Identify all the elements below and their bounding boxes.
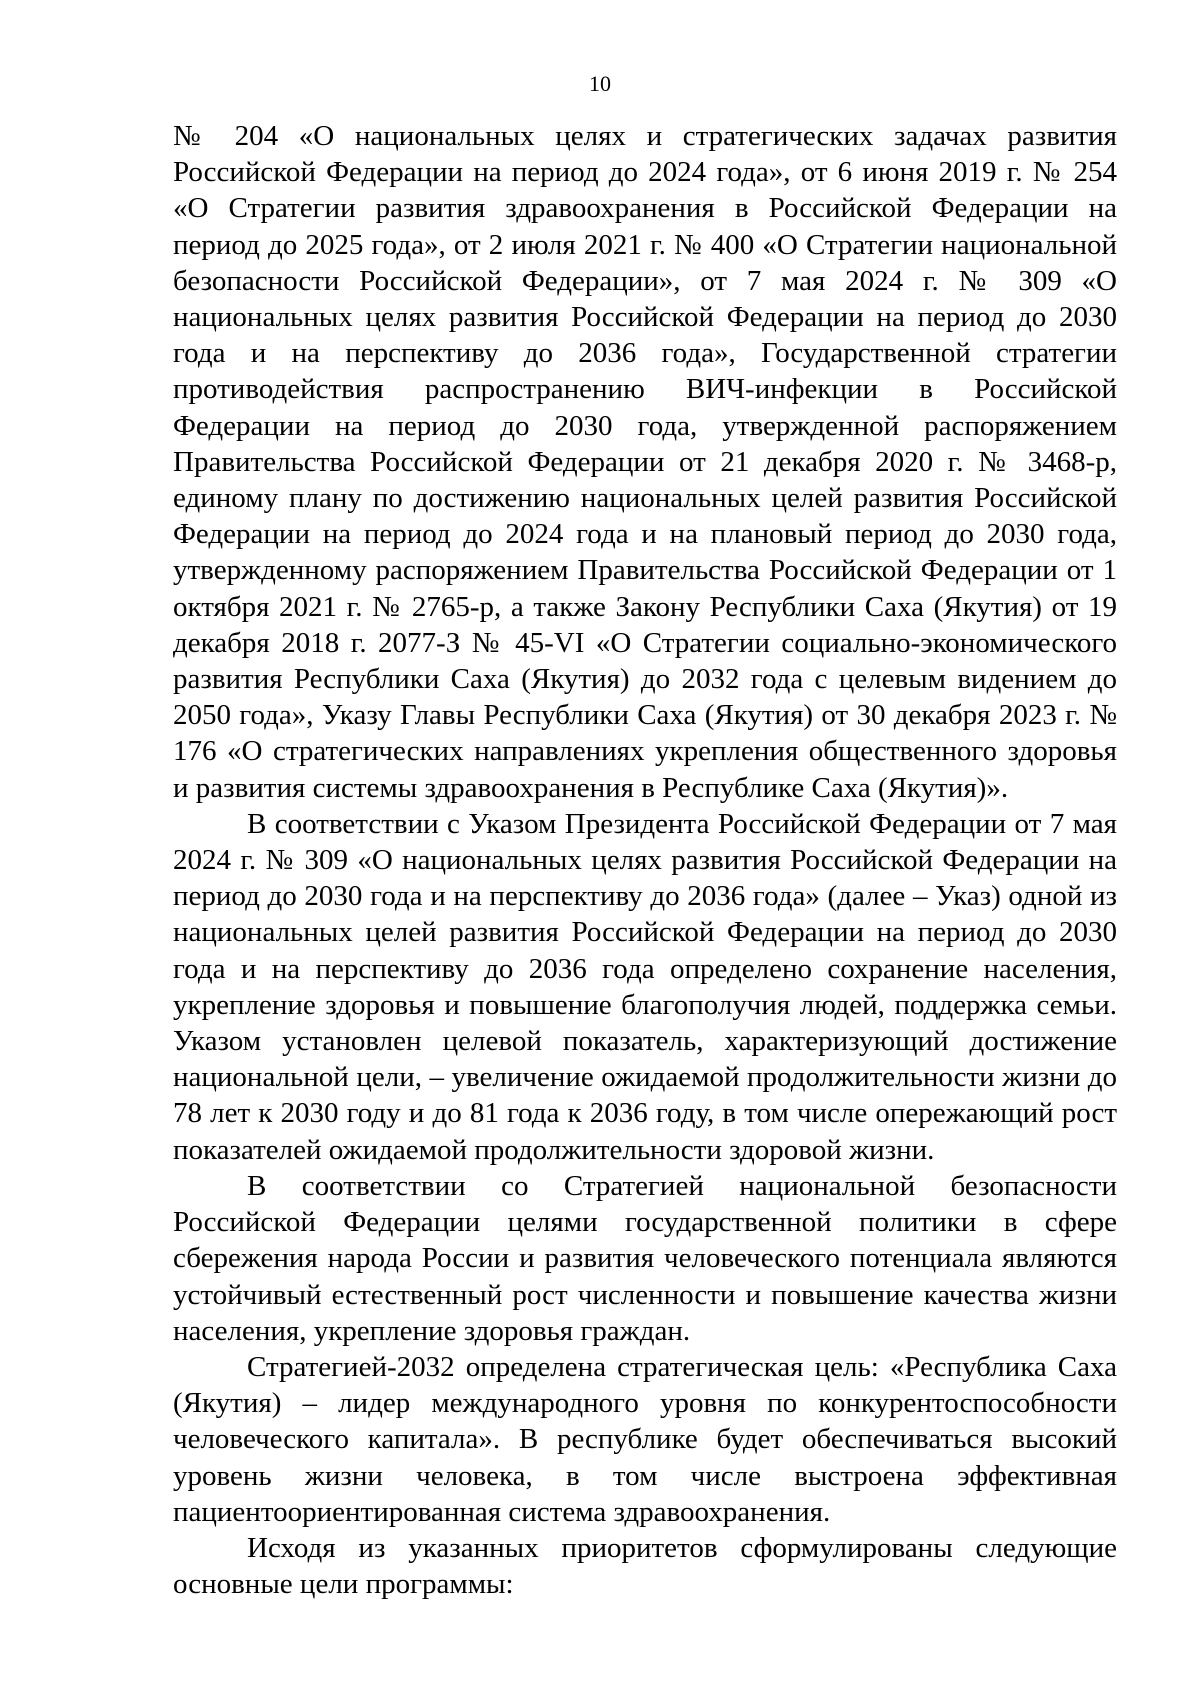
paragraph-national-security-strategy: В соответствии со Стратегией национальной безопасности Российской Федерации целями государственной политики в сфере сбережения народа России и развития человеческого потенциала являются устойчивый естественный рост численности и повышение качества жизни населения, укрепление здоровья граждан. [173,1169,1117,1347]
page-number: 10 [589,71,611,96]
paragraph-continued: № 204 «О национальных целях и стратегических задачах развития Российской Федерации на период до 2024 года», от 6 июня 2019 г. № 254 «О Стратегии развития здравоохранения в Российской Федерации на период до 2025 года», от 2 июля 2021 г. № 400 «О Стратегии национальной безопасности Российской Федерации», от 7 мая 2024 г. № 309 «О национальных целях развития Российской Федерации на период до 2030 года и на перспективу до 2036 года», Государственной стратегии противодействия распространению ВИЧ-инфекции в Российской Федерации на период до 2030 года, утвержденной распоряжением Правительства Российской Федерации от 21 декабря 2020 г. № 3468-р, единому плану по достижению национальных целей развития Российской Федерации на период до 2024 года и на плановый период до 2030 года, утвержденному распоряжением Правительства Российской Федерации от 1 октября 2021 г. № 2765-р, а также Закону Республики Саха (Якутия) от 19 декабря 2018 г. 2077-З № 45-VI «О Стратегии социально-экономического развития Республики Саха (Якутия) до 2032 года с целевым видением до 2050 года», Указу Главы Республики Саха (Якутия) от 30 декабря 2023 г. № 176 «О стратегических направлениях укрепления общественного здоровья и развития системы здравоохранения в Республике Саха (Якутия)». [173,120,1117,804]
paragraph-program-goals-intro: Исходя из указанных приоритетов сформулированы следующие основные цели программы: [173,1531,1117,1601]
document-body [173,118,1117,1602]
paragraph-strategy-2032: Стратегией-2032 определена стратегическая цель: «Республика Саха (Якутия) – лидер международного уровня по конкурентоспособности человеческого капитала». В республике будет обеспечиваться высокий уровень жизни человека, в том числе выстроена эффективная пациентоориентированная система здравоохранения. [173,1350,1117,1528]
paragraph-presidential-decree: В соответствии с Указом Президента Российской Федерации от 7 мая 2024 г. № 309 «О национальных целях развития Российской Федерации на период до 2030 года и на перспективу до 2036 года» (далее – Указ) одной из национальных целей развития Российской Федерации на период до 2030 года и на перспективу до 2036 года определено сохранение населения, укрепление здоровья и повышение благополучия людей, поддержка семьи. Указом установлен целевой показатель, характеризующий достижение национальной цели, – увеличение ожидаемой продолжительности жизни до 78 лет к 2030 году и до 81 года к 2036 году, в том числе опережающий рост показателей ожидаемой продолжительности здоровой жизни. [173,807,1117,1166]
